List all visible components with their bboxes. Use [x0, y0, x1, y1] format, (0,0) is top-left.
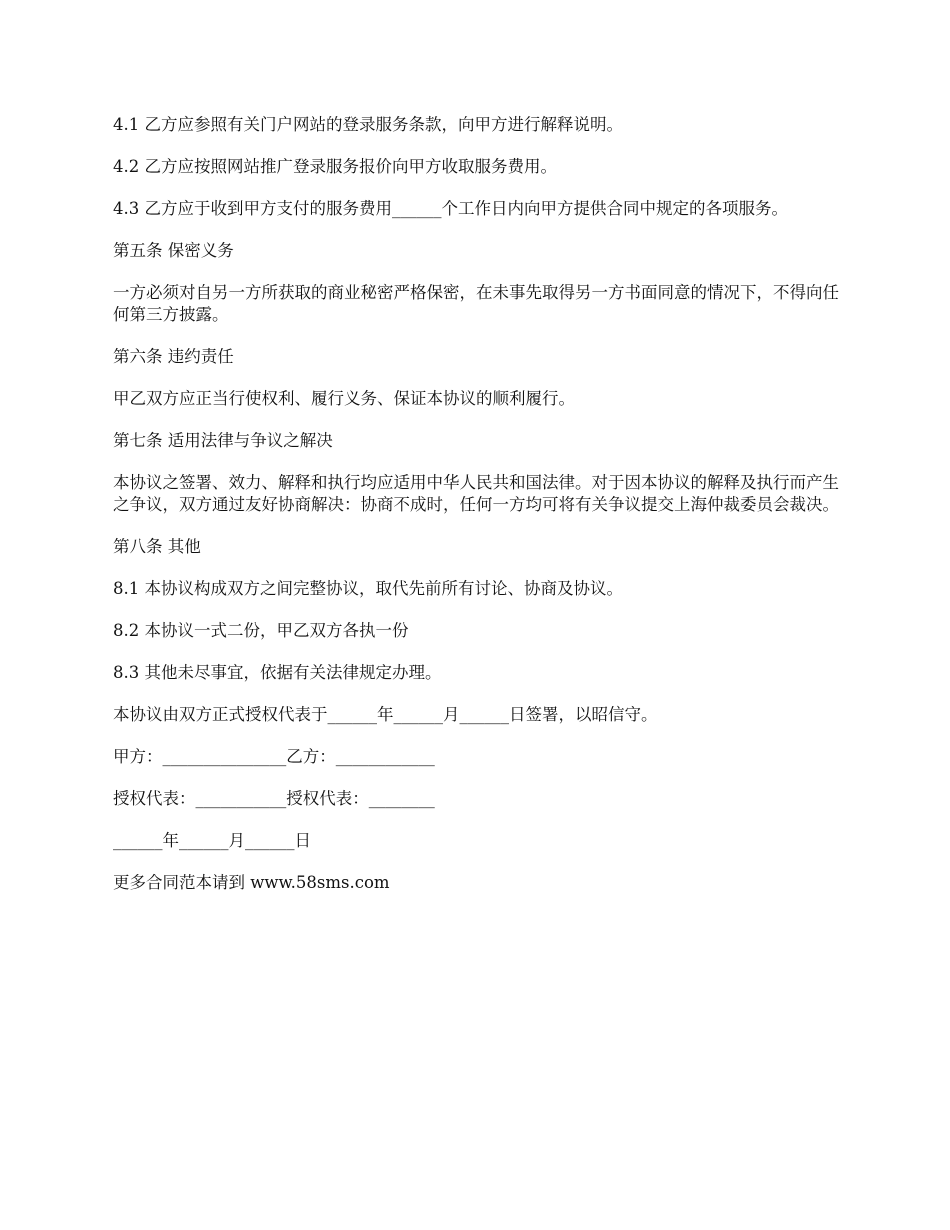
clause-8-3: 8.3 其他未尽事宜，依据有关法律规定办理。 — [113, 663, 442, 682]
party-signature-line: 甲方：_______________乙方：____________ — [113, 747, 435, 766]
article-7-heading: 第七条 适用法律与争议之解决 — [113, 431, 333, 450]
article-6-heading: 第六条 违约责任 — [113, 347, 234, 366]
clause-8-1: 8.1 本协议构成双方之间完整协议，取代先前所有讨论、协商及协议。 — [113, 579, 623, 598]
date-line: ______年______月______日 — [113, 831, 311, 850]
article-8-heading: 第八条 其他 — [113, 537, 201, 556]
article-7-text: 本协议之签署、效力、解释和执行均应适用中华人民共和国法律。对于因本协议的解释及执行而产生之争议，双方通过友好协商解决：协商不成时，任何一方均可将有关争议提交上海仲裁委员会裁决。 — [113, 473, 839, 514]
article-5-heading: 第五条 保密义务 — [113, 241, 234, 260]
signing-statement: 本协议由双方正式授权代表于______年______月______日签署，以昭信守。 — [113, 705, 658, 724]
clause-4-1: 4.1 乙方应参照有关门户网站的登录服务条款，向甲方进行解释说明。 — [113, 115, 623, 134]
representative-signature-line: 授权代表：___________授权代表：________ — [113, 789, 435, 808]
article-5-text: 一方必须对自另一方所获取的商业秘密严格保密，在未事先取得另一方书面同意的情况下，不得向任何第三方披露。 — [113, 283, 839, 324]
clause-4-3: 4.3 乙方应于收到甲方支付的服务费用______个工作日内向甲方提供合同中规定的各项服务。 — [113, 199, 788, 218]
clause-8-2: 8.2 本协议一式二份，甲乙双方各执一份 — [113, 621, 409, 640]
article-6-text: 甲乙双方应正当行使权利、履行义务、保证本协议的顺利履行。 — [113, 389, 575, 408]
document-body — [113, 114, 848, 914]
footer-note: 更多合同范本请到 www.58sms.com — [113, 873, 390, 892]
clause-4-2: 4.2 乙方应按照网站推广登录服务报价向甲方收取服务费用。 — [113, 157, 557, 176]
